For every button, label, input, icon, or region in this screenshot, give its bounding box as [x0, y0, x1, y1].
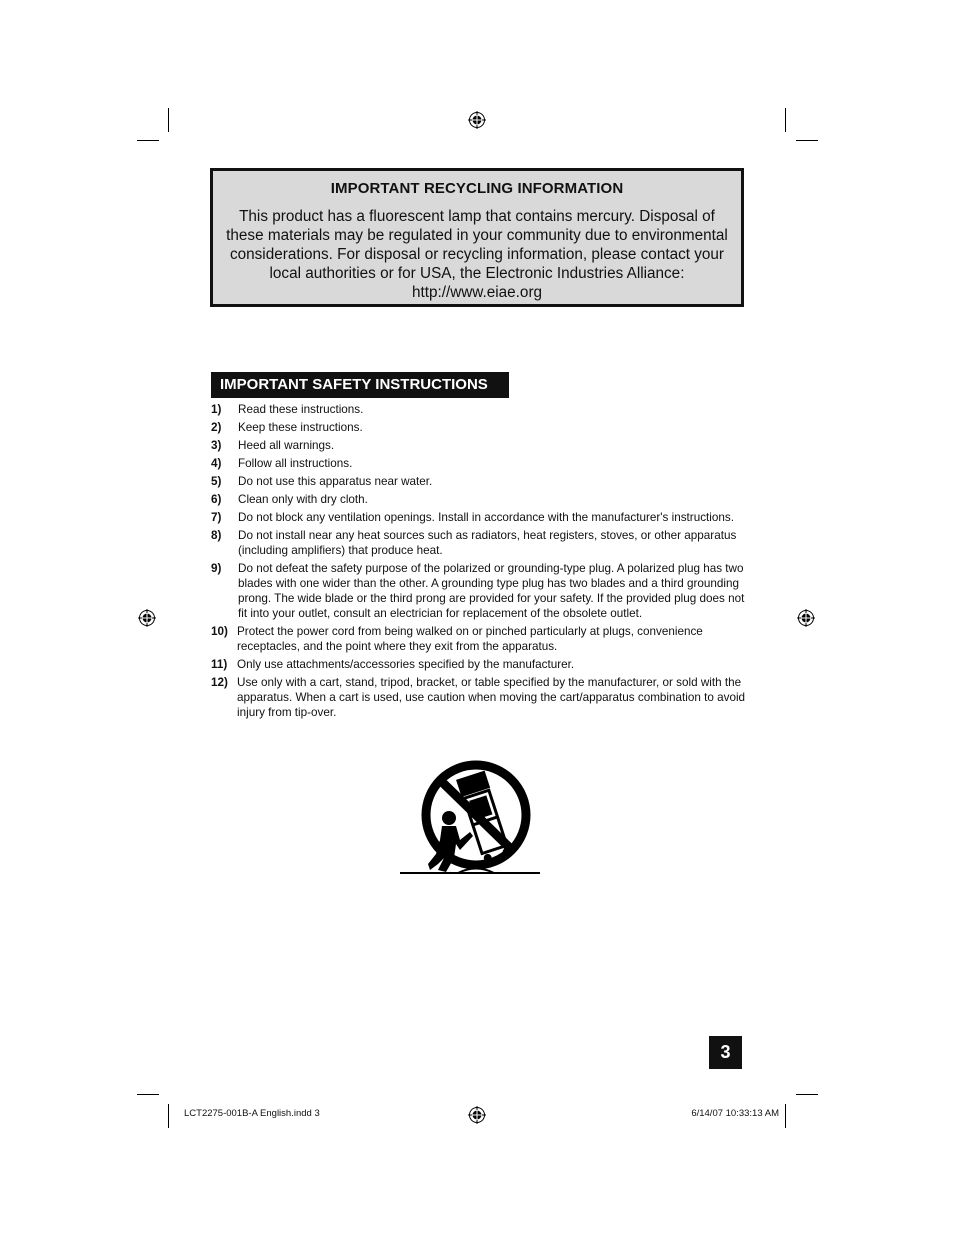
- instruction-number: 12): [211, 676, 228, 689]
- crop-mark: [137, 1094, 159, 1095]
- crop-mark: [168, 1104, 169, 1128]
- instruction-text: Clean only with dry cloth.: [238, 493, 368, 506]
- instruction-text: Do not block any ventilation openings. Install in accordance with the manufacturer's instructions.: [238, 511, 734, 524]
- instruction-text: Follow all instructions.: [238, 457, 353, 470]
- crop-mark: [785, 108, 786, 132]
- crop-mark: [796, 140, 818, 141]
- safety-instruction-item: [211, 624, 746, 654]
- footer-timestamp: 6/14/07 10:33:13 AM: [691, 1108, 779, 1119]
- instruction-number: 4): [211, 457, 222, 470]
- instruction-text: Do not defeat the safety purpose of the polarized or grounding-type plug. A polarized plug has two blades with one wider than the other. A grounding type plug has two blades and a third grounding prong. The wide blade or the third prong are provided for your safety. If the provided plug does not fit into your outlet, consult an electrician for replacement of the obsolete outlet.: [238, 562, 745, 620]
- safety-instruction-item: [211, 561, 746, 621]
- instruction-text: Do not install near any heat sources such as radiators, heat registers, stoves, or other apparatus (including amplifiers) that produce heat.: [238, 529, 737, 557]
- page-number: 3: [709, 1036, 742, 1069]
- registration-mark-icon: [468, 1106, 486, 1124]
- cart-tip-over-warning-icon: [398, 760, 542, 878]
- instruction-text: Only use attachments/accessories specified by the manufacturer.: [237, 658, 575, 671]
- instruction-number: 5): [211, 475, 222, 488]
- safety-instruction-item: [211, 510, 746, 525]
- instruction-number: 6): [211, 493, 222, 506]
- safety-instruction-item: [211, 528, 746, 558]
- safety-instruction-item: [211, 420, 746, 435]
- instruction-text: Read these instructions.: [238, 403, 364, 416]
- safety-instruction-item: [211, 456, 746, 471]
- instruction-number: 7): [211, 511, 222, 524]
- instruction-number: 2): [211, 421, 222, 434]
- instruction-number: 8): [211, 529, 222, 542]
- safety-instructions-heading: IMPORTANT SAFETY INSTRUCTIONS: [211, 372, 509, 398]
- instruction-text: Heed all warnings.: [238, 439, 335, 452]
- instruction-text: Protect the power cord from being walked on or pinched particularly at plugs, convenience receptacles, and the point where they exit from the apparatus.: [237, 625, 703, 653]
- instruction-number: 1): [211, 403, 222, 416]
- safety-instruction-item: [211, 402, 746, 417]
- recycling-body: This product has a fluorescent lamp that contains mercury. Disposal of these materials may be regulated in your community due to environmental considerations. For disposal or recycling information, please contact your local authorities or for USA, the Electronic Industries Alliance: http://www.eiae.org: [226, 208, 728, 301]
- crop-mark: [785, 1104, 786, 1128]
- instruction-number: 10): [211, 625, 228, 638]
- instruction-text: Keep these instructions.: [238, 421, 363, 434]
- footer-filename: LCT2275-001B-A English.indd 3: [184, 1108, 320, 1119]
- instruction-text: Do not use this apparatus near water.: [238, 475, 433, 488]
- instruction-number: 9): [211, 562, 222, 575]
- safety-instruction-item: [211, 474, 746, 489]
- crop-mark: [796, 1094, 818, 1095]
- safety-instruction-item: [211, 657, 746, 672]
- registration-mark-icon: [138, 609, 156, 627]
- recycling-title: IMPORTANT RECYCLING INFORMATION: [330, 180, 624, 197]
- crop-mark: [137, 140, 159, 141]
- safety-instruction-item: [211, 675, 746, 720]
- instruction-text: Use only with a cart, stand, tripod, bracket, or table specified by the manufacturer, or sold with the apparatus. When a cart is used, use caution when moving the cart/apparatus combination to avoid injury from tip-over.: [237, 676, 746, 719]
- crop-mark: [168, 108, 169, 132]
- registration-mark-icon: [468, 111, 486, 129]
- registration-mark-icon: [797, 609, 815, 627]
- safety-instruction-item: [211, 438, 746, 453]
- recycling-info-box: [210, 168, 744, 307]
- instruction-number: 11): [211, 658, 228, 671]
- safety-instruction-item: [211, 492, 746, 507]
- instruction-number: 3): [211, 439, 222, 452]
- safety-instructions-list: [211, 402, 746, 723]
